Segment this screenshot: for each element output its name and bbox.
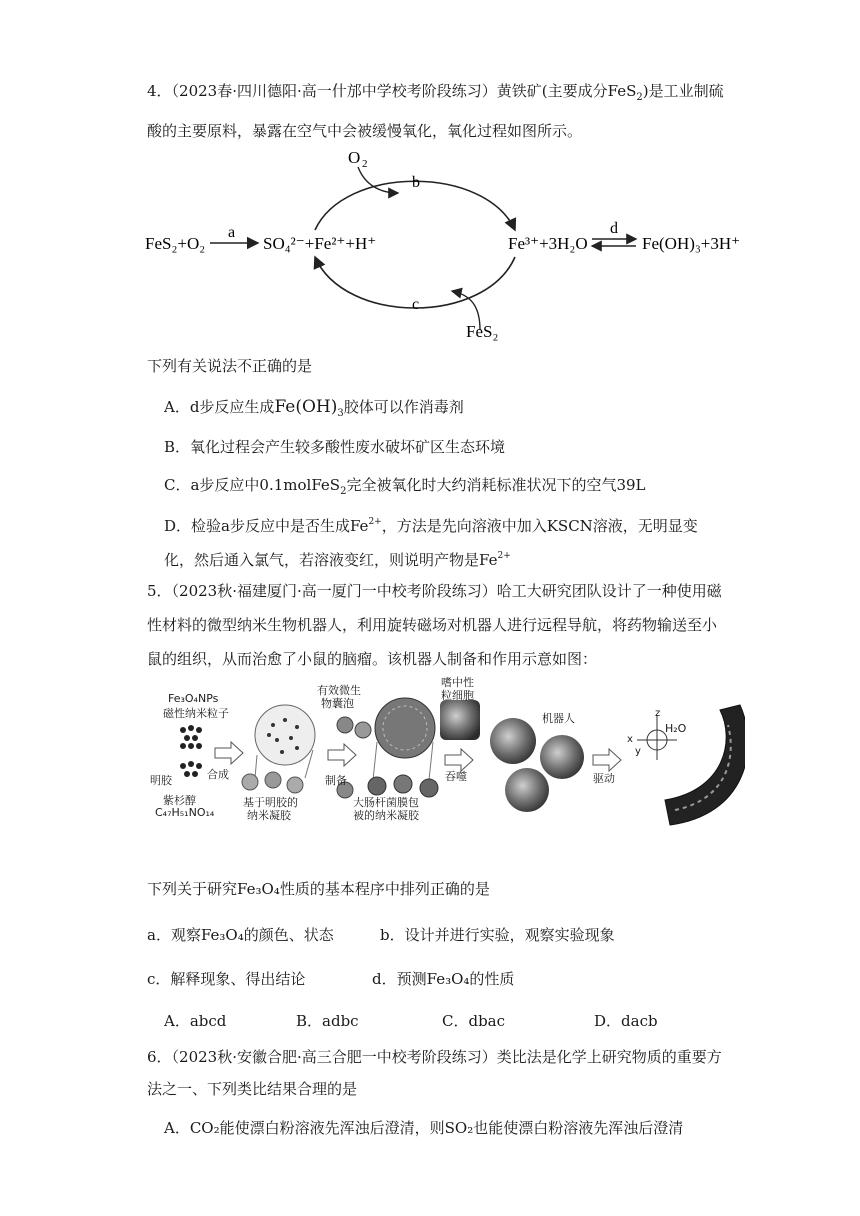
q6-stem: 类比法是化学上研究物质的重要方 <box>496 1048 722 1066</box>
q4-option-d-text: D．检验a步反应中是否生成Fe <box>164 517 369 535</box>
nanorobot-figure <box>145 676 745 830</box>
q4-option-c-sub: 2 <box>340 486 347 497</box>
q5-option-b[interactable]: B．adbc <box>296 1012 359 1030</box>
q5-item-c: c．解释现象、得出结论 <box>147 970 306 988</box>
q5-item-d: d．预测Fe₃O₄的性质 <box>372 970 515 988</box>
oxidation-cycle-diagram <box>140 145 760 345</box>
q4-option-d-line2-text: 化，然后通入氯气，若溶液变红，则说明产物是Fe <box>164 551 498 569</box>
label-robot: 机器人 <box>542 712 575 725</box>
q4-option-d[interactable] <box>164 515 698 536</box>
label-engulf: 吞噬 <box>445 770 467 783</box>
q4-option-c[interactable] <box>164 474 646 497</box>
q4-fes2: FeS <box>607 82 637 100</box>
q4-fes2-sub: 2 <box>636 92 643 103</box>
magnetic-nanoparticles <box>180 725 202 749</box>
label-d: d <box>610 220 618 237</box>
q4-option-d-sup: 2+ <box>368 517 382 527</box>
q5-line3: 鼠的组织，从而治愈了小鼠的脑瘤。该机器人制备和作用示意如图： <box>147 650 598 668</box>
label-vesicle-2: 物囊泡 <box>321 697 354 710</box>
q5-option-a[interactable]: A．abcd <box>164 1012 227 1030</box>
robot-cell-3 <box>505 768 549 812</box>
label-axis-z: z <box>655 708 661 719</box>
q6-number: 6． <box>147 1048 172 1066</box>
label-ecoli-2: 被的纳米凝胶 <box>353 809 419 822</box>
q5-line2: 性材料的微型纳米生物机器人，利用旋转磁场对机器人进行远程导航，将药物输送至小 <box>147 616 718 634</box>
q5-question-chem: Fe₃O₄ <box>237 880 280 898</box>
q5-stem: 哈工大研究团队设计了一种使用磁 <box>496 582 722 600</box>
label-ecoli-1: 大肠杆菌膜包 <box>353 796 419 809</box>
label-axis-y: y <box>635 746 641 757</box>
q5-item-b: b．设计并进行实验，观察实验现象 <box>380 926 615 944</box>
q4-option-a-text: A．d步反应生成 <box>164 398 275 416</box>
label-b: b <box>412 174 420 191</box>
gelatin-particles <box>180 761 202 777</box>
q4-option-c-text: C．a步反应中0.1molFeS <box>164 476 341 494</box>
label-gelatin-based: 基于明胶的 <box>243 796 298 809</box>
label-a: a <box>228 224 236 241</box>
q5-question-post: 性质的基本程序中排列正确的是 <box>279 880 490 898</box>
robot-cell-2 <box>540 735 584 779</box>
left-reactants: FeS₂+O₂ <box>145 234 206 253</box>
q5-option-d[interactable]: D．dacb <box>594 1012 658 1030</box>
label-paclitaxel: 紫杉醇 <box>163 794 196 807</box>
right-species: Fe³⁺+3H₂O <box>508 234 588 253</box>
q5-question <box>147 878 490 899</box>
label-vesicle-1: 有效微生 <box>317 684 361 697</box>
arrow-prepare <box>328 744 356 766</box>
q4-option-a-post: 胶体可以作消毒剂 <box>343 398 464 416</box>
q4-option-a-sub: 3 <box>337 408 344 419</box>
label-h2o: H₂O <box>665 722 687 735</box>
q4-option-d-post: ，方法是先向溶液中加入KSCN溶液，无明显变 <box>381 517 698 535</box>
q5-item-a: a．观察Fe₃O₄的颜色、状态 <box>147 926 334 944</box>
q6-line2: 法之一、下列类比结果合理的是 <box>147 1080 358 1098</box>
label-neutrophil-1: 嗜中性 <box>441 676 474 689</box>
q4-option-d-sup2: 2+ <box>497 551 511 561</box>
label-prepare: 制备 <box>325 774 347 787</box>
robot-cell-1 <box>490 718 536 764</box>
q4-line1 <box>147 80 724 103</box>
q4-source: （2023春·四川德阳·高一什邡中学校考阶段练习） <box>171 82 497 100</box>
q4-number: 4． <box>147 82 172 100</box>
label-gelatin: 明胶 <box>150 774 172 787</box>
q4-stem: 黄铁矿(主要成分 <box>496 82 608 100</box>
q5-question-pre: 下列关于研究 <box>147 880 238 898</box>
q5-option-c[interactable]: C．dbac <box>442 1012 506 1030</box>
q4-option-d-line2 <box>164 549 511 570</box>
q5-source: （2023秋·福建厦门·高一厦门一中校考阶段练习） <box>171 582 497 600</box>
ecoli-coated-nanogel <box>375 698 435 758</box>
q5-line1 <box>147 580 722 601</box>
q4-option-a[interactable] <box>164 396 464 419</box>
label-neutrophil-2: 粒细胞 <box>441 689 474 702</box>
arrow-drive <box>593 749 621 771</box>
label-synthesis: 合成 <box>207 768 229 781</box>
q6-line1 <box>147 1046 722 1067</box>
fes2-bottom-label: FeS₂ <box>466 322 499 341</box>
neutrophil-cell <box>440 700 480 740</box>
q4-stem-2: )是工业制硫 <box>642 82 724 100</box>
label-nanogel: 纳米凝胶 <box>247 809 291 822</box>
q5-number: 5． <box>147 582 172 600</box>
right-products: Fe(OH)₃+3H⁺ <box>642 234 741 253</box>
label-axis-x: x <box>627 734 633 745</box>
q6-option-a[interactable]: A．CO₂能使漂白粉溶液先浑浊后澄清，则SO₂也能使漂白粉溶液先浑浊后澄清 <box>164 1119 684 1137</box>
label-formula: C₄₇H₅₁NO₁₄ <box>155 806 215 819</box>
q4-option-c-post: 完全被氧化时大约消耗标准状况下的空气39L <box>346 476 646 494</box>
nanogel-zoom <box>255 705 315 765</box>
q4-line2: 酸的主要原料，暴露在空气中会被缓慢氧化，氧化过程如图所示。 <box>147 122 583 140</box>
q4-option-a-chem: Fe(OH) <box>274 397 338 417</box>
o2-sub: 2 <box>362 158 368 170</box>
label-magnetic-np: 磁性纳米粒子 <box>163 707 229 720</box>
label-c: c <box>412 296 420 313</box>
arrow-synthesis <box>215 742 243 764</box>
middle-species: SO₄²⁻+Fe²⁺+H⁺ <box>263 234 377 253</box>
o2-label: O <box>348 148 361 167</box>
q4-question: 下列有关说法不正确的是 <box>147 357 313 375</box>
q4-option-b[interactable]: B．氧化过程会产生较多酸性废水破坏矿区生态环境 <box>164 438 506 456</box>
q6-source: （2023秋·安徽合肥·高三合肥一中校考阶段练习） <box>171 1048 497 1066</box>
label-nps: Fe₃O₄NPs <box>168 692 219 705</box>
label-drive: 驱动 <box>593 772 615 785</box>
